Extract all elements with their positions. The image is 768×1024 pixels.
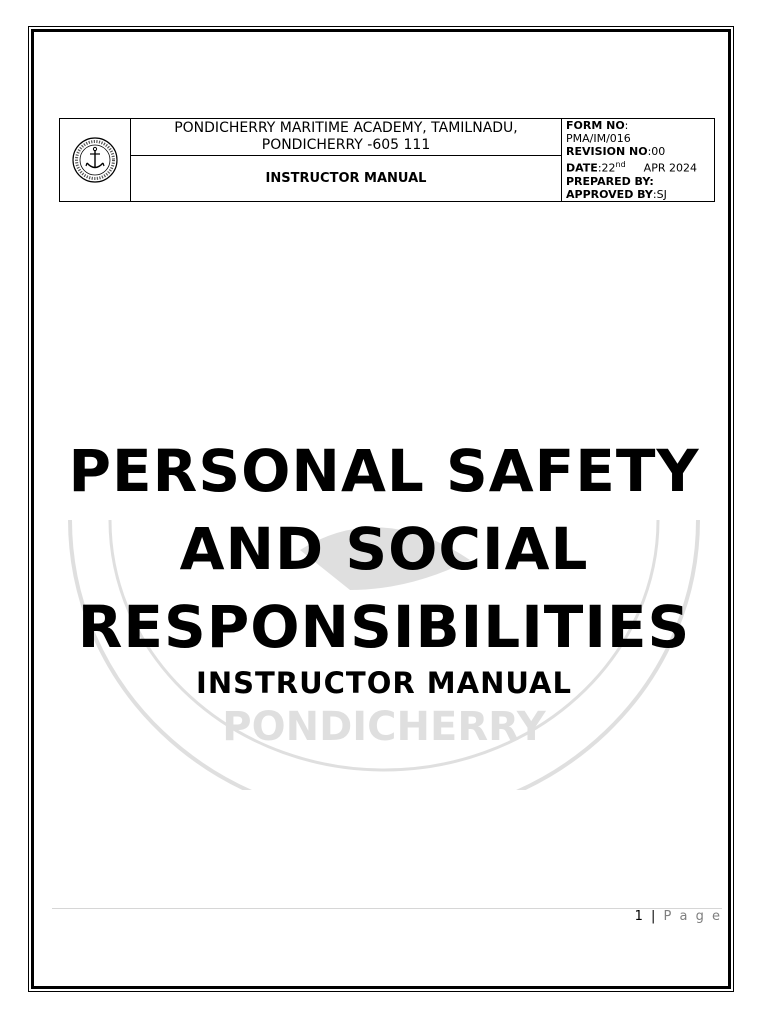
form-no-colon: : — [624, 119, 629, 132]
revision-row — [566, 145, 710, 158]
page-number-footer — [635, 909, 722, 924]
approved-value: :SJ — [652, 187, 667, 201]
revision-value: :00 — [647, 145, 666, 158]
prepared-row — [566, 175, 710, 188]
page-number: 1 — [634, 909, 645, 924]
logo-cell — [60, 119, 131, 202]
document-title — [40, 432, 728, 666]
date-month-year: APR 2024 — [643, 161, 697, 175]
date-row — [566, 158, 710, 175]
form-no-row — [566, 119, 710, 132]
title-line1: PERSONAL SAFETY — [68, 437, 700, 505]
form-details-cell — [562, 119, 715, 202]
page-word: P a g e — [663, 909, 722, 924]
revision-label: REVISION NO — [566, 145, 648, 158]
date-suffix: nd — [615, 160, 626, 169]
manual-type-cell — [131, 156, 562, 202]
document-header-table — [59, 118, 715, 202]
page-separator: | — [651, 909, 658, 924]
academy-name-cell — [131, 119, 562, 156]
date-day: :22 — [597, 161, 616, 175]
form-no-label: FORM NO — [566, 119, 625, 132]
form-no-value: PMA/IM/016 — [566, 132, 631, 145]
anchor-seal-icon — [71, 136, 119, 184]
svg-text:PONDICHERRY: PONDICHERRY — [222, 704, 546, 750]
approved-row — [566, 188, 710, 201]
date-label: DATE — [566, 161, 598, 175]
manual-type-label: INSTRUCTOR MANUAL — [265, 170, 427, 186]
prepared-label: PREPARED BY: — [566, 174, 654, 188]
title-line2: AND SOCIAL — [179, 515, 589, 583]
approved-label: APPROVED BY — [566, 187, 653, 201]
footer-divider — [52, 908, 722, 909]
academy-name-line2: PONDICHERRY -605 111 — [261, 137, 431, 154]
title-line3: RESPONSIBILITIES — [77, 593, 691, 661]
academy-name-line1: PONDICHERRY MARITIME ACADEMY, TAMILNADU, — [174, 120, 518, 137]
document-subtitle: INSTRUCTOR MANUAL — [196, 666, 572, 700]
